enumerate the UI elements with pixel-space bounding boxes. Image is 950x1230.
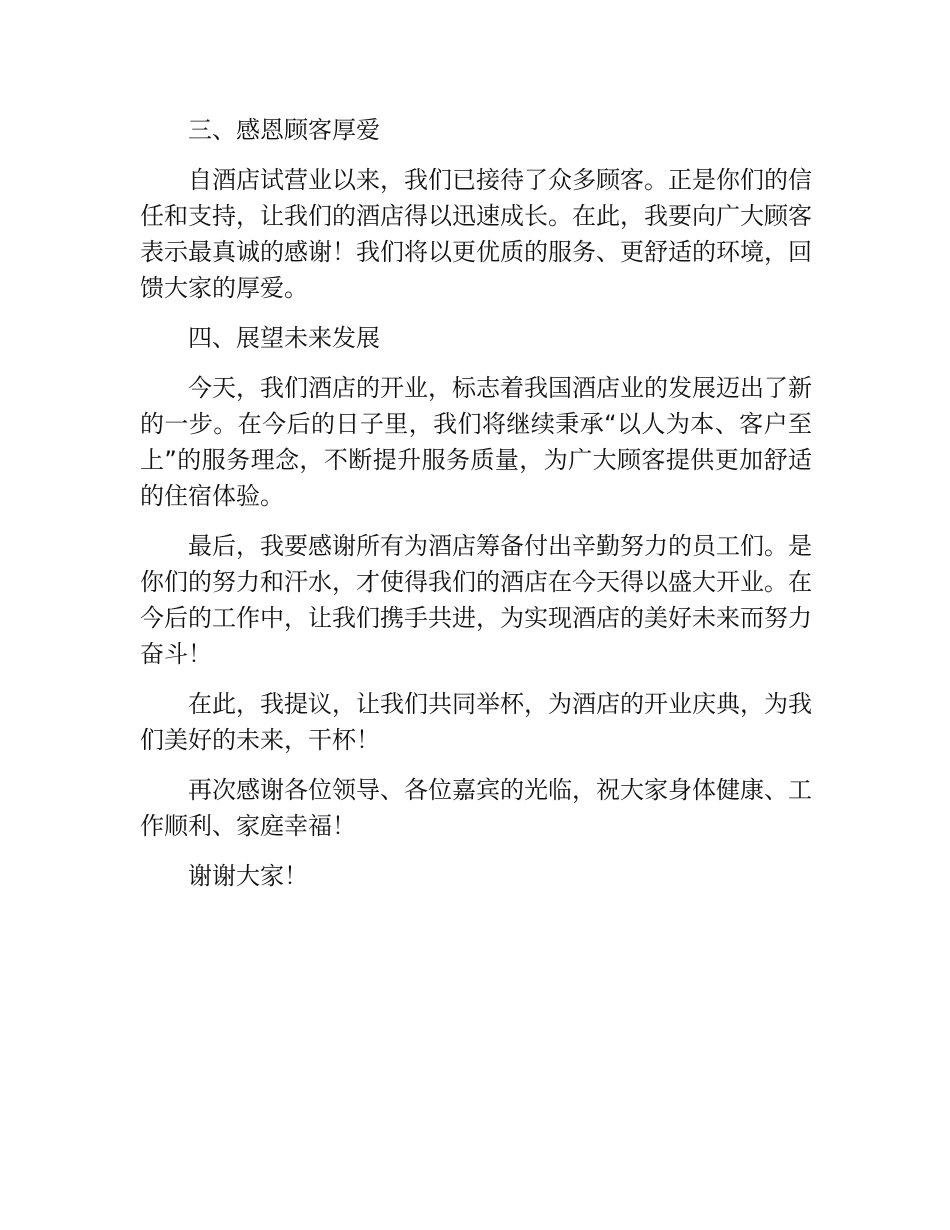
paragraph-thanks-staff: 最后，我要感谢所有为酒店筹备付出辛勤努力的员工们。是你们的努力和汗水，才使得我们的酒店在今天得以盛大开业。在今后的工作中，让我们携手共进，为实现酒店的美好未来而努力奋斗！ [140, 532, 812, 668]
paragraph-closing-wishes: 再次感谢各位领导、各位嘉宾的光临，祝大家身体健康、工作顺利、家庭幸福！ [140, 776, 812, 840]
section-heading-gratitude: 三、感恩顾客厚爱 [188, 116, 380, 144]
paragraph-gratitude: 自酒店试营业以来，我们已接待了众多顾客。正是你们的信任和支持，让我们的酒店得以迅速成长。在此，我要向广大顾客表示最真诚的感谢！我们将以更优质的服务、更舒适的环境，回馈大家的厚爱。 [140, 166, 812, 302]
paragraph-future: 今天，我们酒店的开业，标志着我国酒店业的发展迈出了新的一步。在今后的日子里，我们将继续秉承“以人为本、客户至上”的服务理念，不断提升服务质量，为广大顾客提供更加舒适的住宿体验。 [140, 374, 812, 510]
paragraph-toast: 在此，我提议，让我们共同举杯，为酒店的开业庆典，为我们美好的未来，干杯！ [140, 690, 812, 754]
paragraph-thank-you: 谢谢大家！ [188, 862, 308, 890]
document-page [140, 112, 812, 908]
section-heading-future: 四、展望未来发展 [188, 324, 380, 352]
